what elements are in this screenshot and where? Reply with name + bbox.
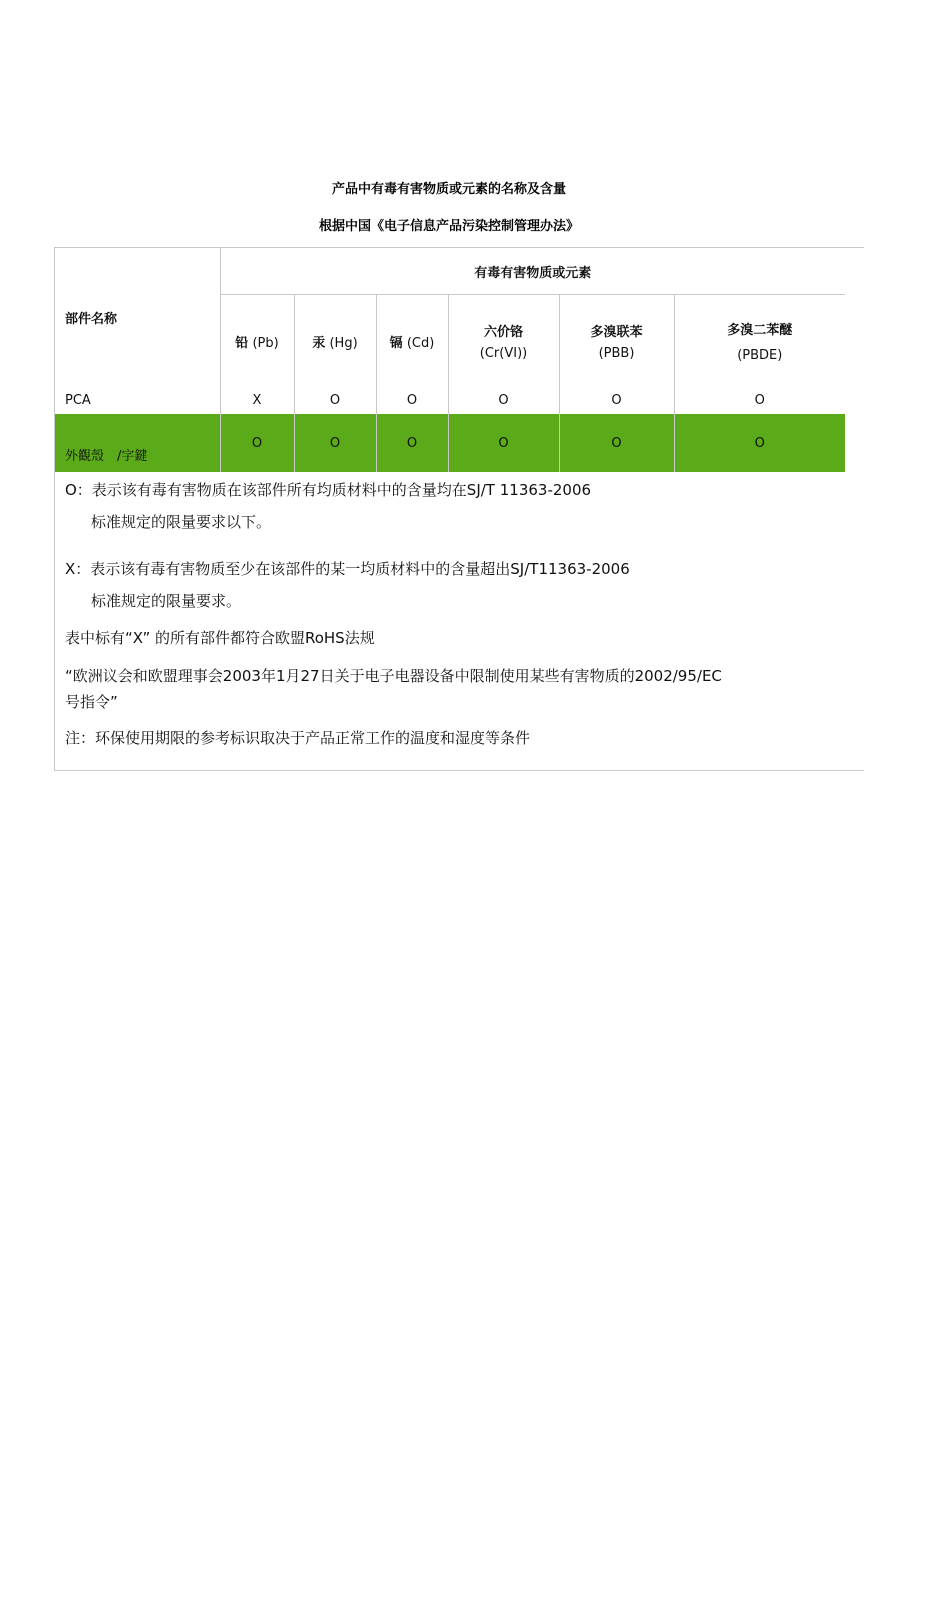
part-name-header: 部件名称 (55, 248, 220, 387)
table-cell: O (448, 414, 559, 472)
column-header-pbb: 多溴联苯 (PBB) (559, 295, 674, 388)
note-o-line2: 标准规定的限量要求以下。 (91, 513, 272, 531)
table-cell: O (294, 414, 376, 472)
table-cell: O (674, 414, 845, 472)
column-header-pbde: 多溴二苯醚 (PBDE) (727, 323, 793, 363)
column-header-pb: 铅 (Pb) (220, 295, 294, 388)
table-cell: X (220, 387, 294, 414)
table-row (55, 387, 845, 414)
column-header-cd: 镉 (Cd) (376, 295, 448, 388)
note-x-line1: X：表示该有毒有害物质至少在该部件的某一均质材料中的含量超出SJ/T11363-2006 (65, 560, 630, 578)
note-lifetime: 注：环保使用期限的参考标识取决于产品正常工作的温度和湿度等条件 (65, 729, 531, 747)
table-cell: O (376, 387, 448, 414)
notes-section (65, 480, 845, 748)
table-cell: O (220, 414, 294, 472)
column-header-hg: 汞 (Hg) (294, 295, 376, 388)
table-cell: O (559, 414, 674, 472)
note-o-line1: O：表示该有毒有害物质在该部件所有均质材料中的含量均在SJ/T 11363-2006 (65, 481, 592, 499)
note-rohs: 表中标有“X” 的所有部件都符合欧盟RoHS法规 (65, 629, 375, 647)
table-cell: O (559, 387, 674, 414)
table-row-highlighted (55, 414, 845, 472)
table-cell: O (754, 393, 765, 408)
document-title: 产品中有毒有害物质或元素的名称及含量 (331, 182, 566, 197)
row-part-name: 外觀殼 /字鍵 (55, 414, 220, 472)
column-header-cr6: 六价铬 (Cr(VI)) (448, 295, 559, 388)
substance-group-header: 有毒有害物质或元素 (220, 248, 845, 295)
row-part-name: PCA (55, 387, 220, 414)
table-cell: O (448, 387, 559, 414)
note-directive-line1: “欧洲议会和欧盟理事会2003年1月27日关于电子电器设备中限制使用某些有害物质的2002/95/EC (65, 667, 722, 685)
note-directive-line2: 号指令” (65, 693, 118, 711)
table-cell: O (294, 387, 376, 414)
substance-table (55, 248, 845, 472)
substance-table-frame (54, 247, 864, 771)
note-x-line2: 标准规定的限量要求。 (91, 592, 242, 610)
table-cell: O (376, 414, 448, 472)
document-subtitle: 根据中国《电子信息产品污染控制管理办法》 (318, 219, 579, 234)
